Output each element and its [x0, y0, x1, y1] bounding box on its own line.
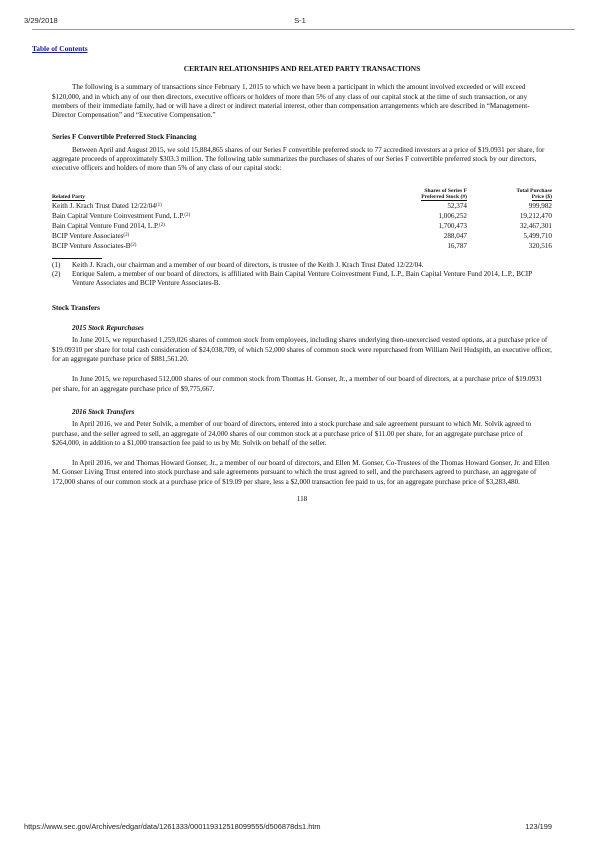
- price-value: 19,212,470: [519, 211, 552, 220]
- footnote-ref: (1): [155, 203, 162, 209]
- print-title: S-1: [294, 16, 306, 25]
- repurchases-2015-paragraph-1: In June 2015, we repurchased 1,259,026 shares of common stock from employees, including shares underlying then-unexercised vested options, at a purchase price of $19.09310 per share for total cash consideration of $24,038,709, of which 52,000 shares of common stock were repurchased from William Neil Hudspith, an executive officer, for an aggregate purchase price of $881,561.20.: [52, 336, 552, 364]
- document-body: [52, 64, 552, 504]
- repurchases-2015-paragraph-2: In June 2015, we repurchased 512,000 shares of our common stock from Thomas H. Gonser, Jr., a member of our board of directors, at a purchase price of $19.0931 per share, for an aggregate purchase price of $9,775,667.: [52, 375, 543, 393]
- footnote-ref: (2): [184, 213, 191, 219]
- column-header-shares: Shares of Series F Preferred Stock (#): [421, 187, 467, 200]
- table-row: [52, 231, 552, 241]
- footnote-text: Keith J. Krach, our chairman and a member of our board of directors, is trustee of the Keith J. Krach Trust Dated 12/22/04.: [72, 260, 424, 269]
- table-row: [52, 201, 552, 211]
- repurchases-2015-heading: 2015 Stock Repurchases: [72, 324, 144, 333]
- header-divider: [32, 29, 575, 30]
- print-page-count: 123/199: [525, 822, 552, 831]
- transfers-2016-paragraph-2: In April 2016, we and Thomas Howard Gonser, Jr., a member of our board of directors, and Ellen M. Gonser, Co-Trustees of the Thomas Howard Gonser, Jr. and Ellen M. Gonser Living Trust entered into stock purchase and sale agreements pursuant to which the trust agreed to sell, and the purchasers agreed to purchase, an aggregate of 172,000 shares of our common stock at a purchase price of $19.09 per share, less a $2,000 transaction fee paid to us, for an aggregate purchase price of $3,283,480.: [52, 459, 550, 486]
- transfers-2016-heading: 2016 Stock Transfers: [72, 407, 135, 416]
- table-header-row: [52, 188, 552, 201]
- source-url: https://www.sec.gov/Archives/edgar/data/1261333/000119312518099555/d506878ds1.htm: [24, 822, 321, 831]
- shares-value: 1,700,473: [438, 221, 467, 230]
- series-f-paragraph: Between April and August 2015, we sold 15,884,865 shares of our Series F convertible preferred stock to 77 accredited investors at a price of $19.0931 per share, for aggregate proceeds of approximately $303.3 million. The following table summarizes the purchases of shares of our Series F convertible preferred stock by our directors, executive officers and holders of more than 5% of any class of our capital stock:: [52, 145, 545, 173]
- transfers-2016-paragraph-1: In April 2016, we and Peter Solvik, a member of our board of directors, entered into a stock purchase and sale agreement pursuant to which Mr. Solvik agreed to purchase, and the seller agreed to sell, an aggregate of 24,000 shares of our common stock at a purchase price of $11.00 per share, for an aggregate purchase price of $264,000, in addition to a $1,000 transaction fee paid to us by Mr. Solvik on behalf of the seller.: [52, 420, 532, 447]
- footnote-text: Enrique Salem, a member of our board of directors, is affiliated with Bain Capital Venture Coinvestment Fund, L.P., Bain Capital Venture Fund 2014, L.P., BCIP Venture Associates and BCIP Venture Associates-B.: [72, 269, 532, 287]
- shares-value: 16,787: [447, 241, 467, 250]
- page-number: 118: [296, 494, 308, 503]
- related-party-name: Bain Capital Venture Fund 2014, L.P.: [52, 222, 159, 231]
- series-f-heading: Series F Convertible Preferred Stock Financing: [52, 133, 197, 142]
- footnote-2: [52, 270, 552, 288]
- related-party-name: BCIP Venture Associates-B: [52, 242, 131, 251]
- footnote-divider: [52, 258, 102, 259]
- table-row: [52, 221, 552, 231]
- shares-value: 1,006,252: [438, 211, 467, 220]
- print-date: 3/29/2018: [24, 16, 58, 25]
- table-row: [52, 241, 552, 251]
- series-f-purchases-table: [52, 188, 552, 252]
- shares-value: 288,047: [443, 231, 467, 240]
- intro-paragraph: The following is a summary of transactions since February 1, 2015 to which we have been a participant in which the amount involved exceeded or will exceed $120,000, and in which any of our then directors, executive officers or holders of more than 5% of any class of our capital stock at the time of such transaction, or any members of their immediate family, had or will have a direct or indirect material interest, other than compensation arrangements which are described in “Management-Director Compensation” and “Executive Compensation.”: [52, 83, 530, 120]
- price-value: 5,499,710: [523, 231, 552, 240]
- related-party-name: Keith J. Krach Trust Dated 12/22/04: [52, 202, 156, 211]
- related-party-name: BCIP Venture Associates: [52, 232, 124, 241]
- footnote-ref: (2): [158, 223, 165, 229]
- footnote-ref: (2): [123, 233, 130, 239]
- column-header-related-party: Related Party: [52, 193, 86, 200]
- related-party-name: Bain Capital Venture Coinvestment Fund, L.P.: [52, 212, 185, 221]
- stock-transfers-heading: Stock Transfers: [52, 303, 100, 312]
- column-header-price: Total Purchase Price ($): [516, 187, 552, 200]
- footnote-ref: (2): [130, 243, 137, 249]
- price-value: 999,982: [528, 201, 552, 210]
- print-header: [24, 16, 576, 28]
- footnote-number: (1): [52, 260, 61, 269]
- table-of-contents-link[interactable]: Table of Contents: [32, 44, 88, 53]
- footnote-1: [52, 261, 552, 270]
- price-value: 32,467,301: [519, 221, 552, 230]
- section-title: CERTAIN RELATIONSHIPS AND RELATED PARTY TRANSACTIONS: [183, 64, 421, 73]
- shares-value: 52,374: [447, 201, 467, 210]
- table-row: [52, 211, 552, 221]
- footnote-number: (2): [52, 269, 61, 278]
- price-value: 320,516: [528, 241, 552, 250]
